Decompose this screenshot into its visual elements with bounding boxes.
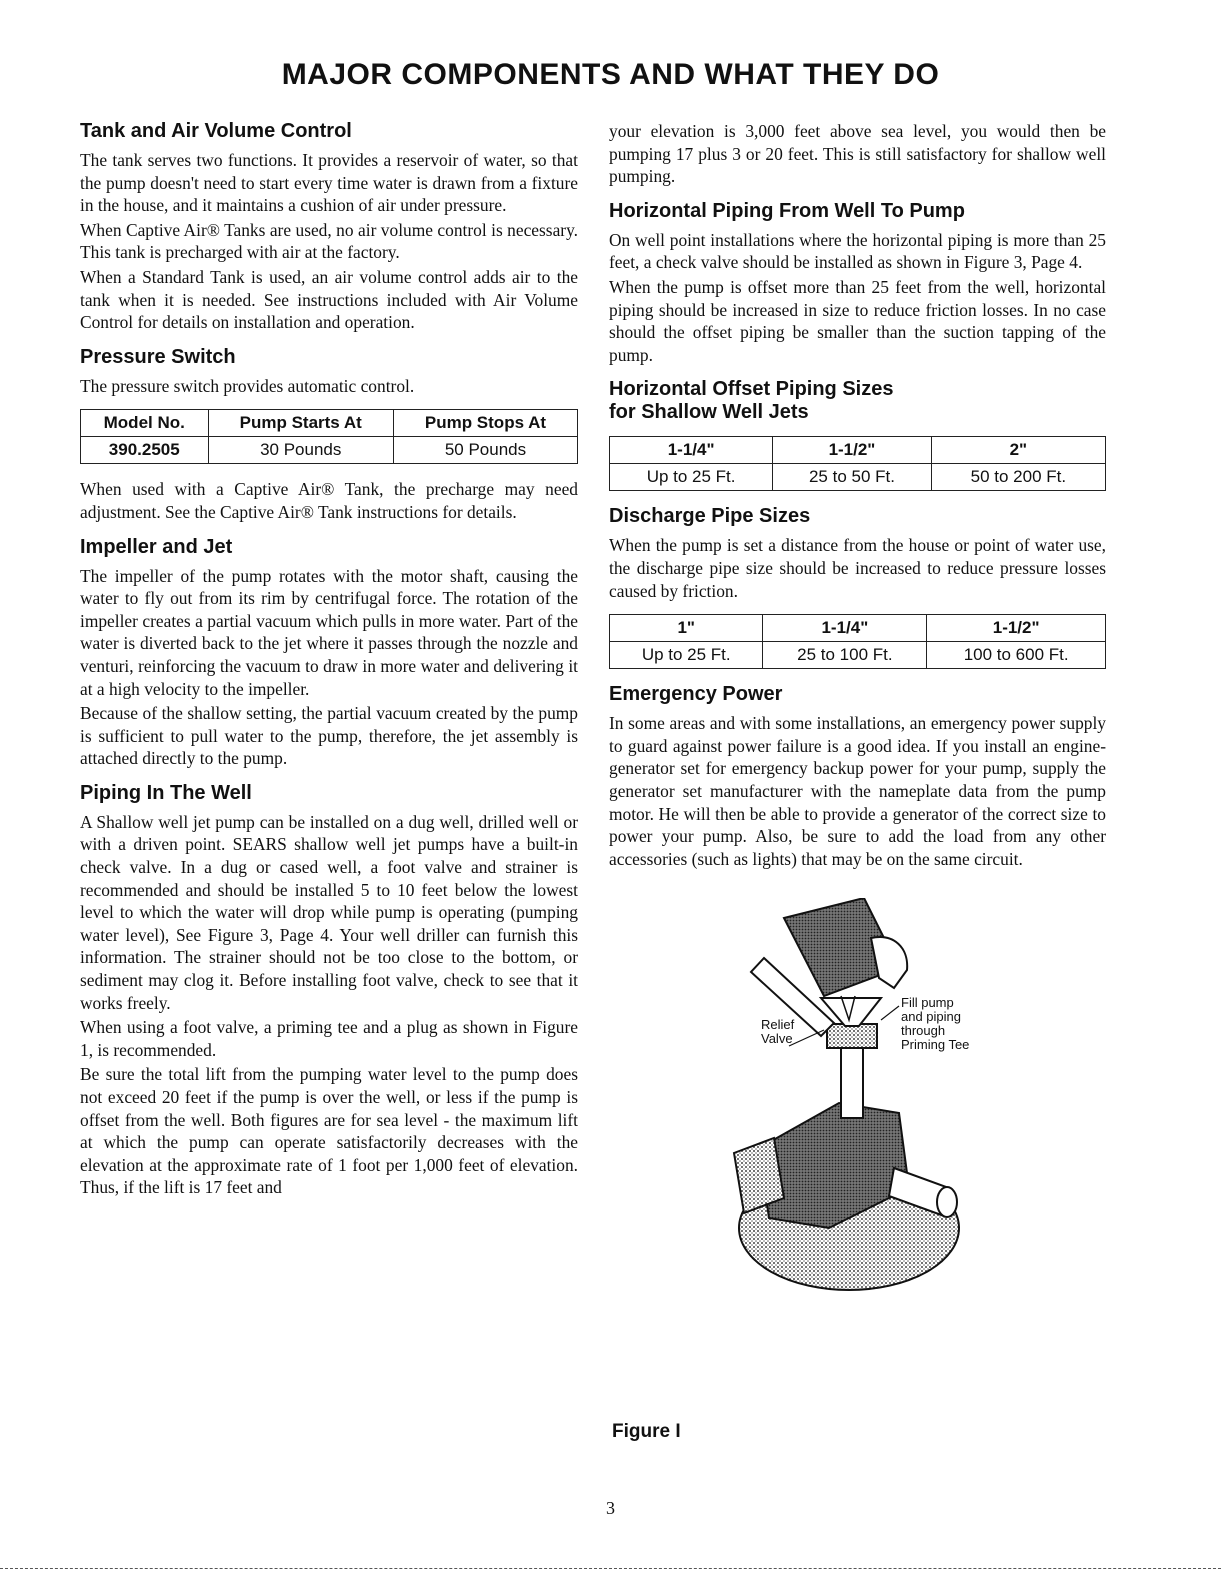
- continued-paragraph: your elevation is 3,000 feet above sea level, you would then be pumping 17 plus 3 or 20 feet. This is still satisfactory for shallow well pumping.: [609, 121, 1106, 187]
- table-cell: 50 to 200 Ft.: [931, 464, 1105, 491]
- table-cell-model: 390.2505: [81, 437, 209, 464]
- table-header-cell: 1-1/2": [927, 615, 1106, 642]
- table-header-row: [81, 410, 578, 437]
- table-header-cell: Pump Stops At: [393, 410, 577, 437]
- emergency-paragraph: In some areas and with some installations, an emergency power supply to guard against power failure is a good idea. If you install an engine-generator set for emergency backup power for your pump, supply the generator set manufacturer with the nameplate data from the pump motor. He will then be able to provide a generator of the correct size to power your pump. Also, be sure to add the load from any other accessories (such as lights) that may be on the same circuit.: [609, 713, 1106, 869]
- pump-illustration: [609, 898, 1106, 1318]
- motor-end-shape: [734, 1138, 784, 1213]
- table-header-cell: Model No.: [81, 410, 209, 437]
- table-header-cell: 2": [931, 437, 1105, 464]
- table-header-row: [610, 615, 1106, 642]
- bottom-rule: [0, 1568, 1221, 1569]
- table-header-row: [610, 437, 1106, 464]
- table-cell: Up to 25 Ft.: [610, 642, 763, 669]
- priming-tee-shape: [827, 1024, 877, 1048]
- heading-piping: Piping In The Well: [80, 781, 252, 804]
- heading-horizontal-piping: Horizontal Piping From Well To Pump: [609, 199, 965, 222]
- hand-shape: [871, 937, 907, 988]
- table-cell: 25 to 50 Ft.: [773, 464, 932, 491]
- pressure-intro: The pressure switch provides automatic control.: [80, 375, 415, 396]
- horizontal-paragraph-1: On well point installations where the horizontal piping is more than 25 feet, a check valve should be installed as shown in Figure 3, Page 4.: [609, 229, 1106, 273]
- pressure-switch-table: [80, 409, 578, 464]
- table-header-cell: 1-1/2": [773, 437, 932, 464]
- table-cell: 100 to 600 Ft.: [927, 642, 1106, 669]
- figure-caption: Figure I: [612, 1421, 681, 1442]
- heading-offset-piping: [609, 378, 1106, 424]
- heading-impeller: Impeller and Jet: [80, 535, 233, 558]
- discharge-paragraph: When the pump is set a distance from the house or point of water use, the discharge pipe size should be increased to reduce pressure losses caused by friction.: [609, 535, 1106, 601]
- tank-paragraph-1: The tank serves two functions. It provides a reservoir of water, so that the pump doesn't need to start every time water is drawn from a fixture in the house, and it maintains a cushion of air under pressure.: [80, 150, 578, 216]
- table-cell: 50 Pounds: [393, 437, 577, 464]
- page-title: MAJOR COMPONENTS AND WHAT THEY DO: [281, 58, 940, 91]
- piping-paragraph-1: A Shallow well jet pump can be installed on a dug well, drilled well or with a driven point. SEARS shallow well jet pumps have a built-in check valve. In a dug or cased well, a foot valve and strainer is recommended and should be installed 5 to 10 feet below the lowest level to which the water will drop while pump is operating (pumping water level), See Figure 3, Page 4. Your well driller can furnish this information. The strainer should not be too close to the bottom, or sediment may clog it. Before installing foot valve, check to see that it works freely.: [80, 811, 578, 1013]
- pressure-after: When used with a Captive Air® Tank, the precharge may need adjustment. See the Captive Air® Tank instructions for details.: [80, 479, 578, 522]
- table-cell: Up to 25 Ft.: [610, 464, 773, 491]
- heading-discharge-pipe: Discharge Pipe Sizes: [609, 505, 811, 528]
- piping-paragraph-2: When using a foot valve, a priming tee and a plug as shown in Figure 1, is recommended.: [80, 1017, 578, 1060]
- heading-pressure-switch: Pressure Switch: [80, 345, 236, 368]
- table-cell: 25 to 100 Ft.: [763, 642, 927, 669]
- table-cell: 30 Pounds: [208, 437, 393, 464]
- relief-valve-label: Relief Valve: [761, 1017, 795, 1047]
- heading-tank: Tank and Air Volume Control: [80, 120, 352, 142]
- impeller-paragraph-1: The impeller of the pump rotates with the motor shaft, causing the water to fly out from its rim by centrifugal force. The rotation of the impeller creates a partial vacuum which pulls in more water. Part of the water is diverted back to the jet where it passes through the nozzle and venturi, reinforcing the vacuum to draw in more water and delivering it at a high velocity to the impeller.: [80, 565, 578, 699]
- heading-offset-line-1: Horizontal Offset Piping Sizes: [609, 378, 894, 401]
- pump-priming-figure: [609, 898, 1106, 1318]
- horizontal-paragraph-2: When the pump is offset more than 25 feet from the well, horizontal piping should be increased in size to reduce friction losses. In no case should the offset piping be smaller than the suction tapping of the pump.: [609, 276, 1106, 365]
- table-row: [610, 642, 1106, 669]
- heading-offset-line-2: for Shallow Well Jets: [609, 401, 809, 424]
- impeller-paragraph-2: Because of the shallow setting, the partial vacuum created by the pump is sufficient to pull water to the pump, therefore, the jet assembly is attached directly to the pump.: [80, 703, 578, 769]
- table-header-cell: Pump Starts At: [208, 410, 393, 437]
- tank-paragraph-2: When Captive Air® Tanks are used, no air volume control is necessary. This tank is precharged with air at the factory.: [80, 219, 578, 263]
- piping-paragraph-3: Be sure the total lift from the pumping water level to the pump does not exceed 20 feet if the pump is over the well, or less if the pump is offset from the well. Both figures are for sea level - the maximum lift at which the pump can operate satisfactorily decreases with the elevation at the approximate rate of 1 foot per 1,000 feet of elevation. Thus, if the lift is 17 feet and: [80, 1064, 578, 1198]
- table-header-cell: 1": [610, 615, 763, 642]
- heading-emergency-power: Emergency Power: [609, 683, 783, 706]
- left-column: [80, 120, 578, 1201]
- discharge-pipe-table: [609, 614, 1106, 669]
- table-row: [81, 437, 578, 464]
- table-row: [610, 464, 1106, 491]
- page-number: 3: [606, 1498, 615, 1518]
- table-header-cell: 1-1/4": [610, 437, 773, 464]
- vertical-pipe-shape: [841, 1038, 863, 1118]
- table-header-cell: 1-1/4": [763, 615, 927, 642]
- fill-pump-label: Fill pump and piping through Priming Tee: [901, 995, 970, 1053]
- right-column: [609, 120, 1106, 1318]
- offset-piping-table: [609, 436, 1106, 491]
- tank-paragraph-3: When a Standard Tank is used, an air volume control adds air to the tank when it is needed. See instructions included with Air Volume Control for details on installation and operation.: [80, 266, 578, 333]
